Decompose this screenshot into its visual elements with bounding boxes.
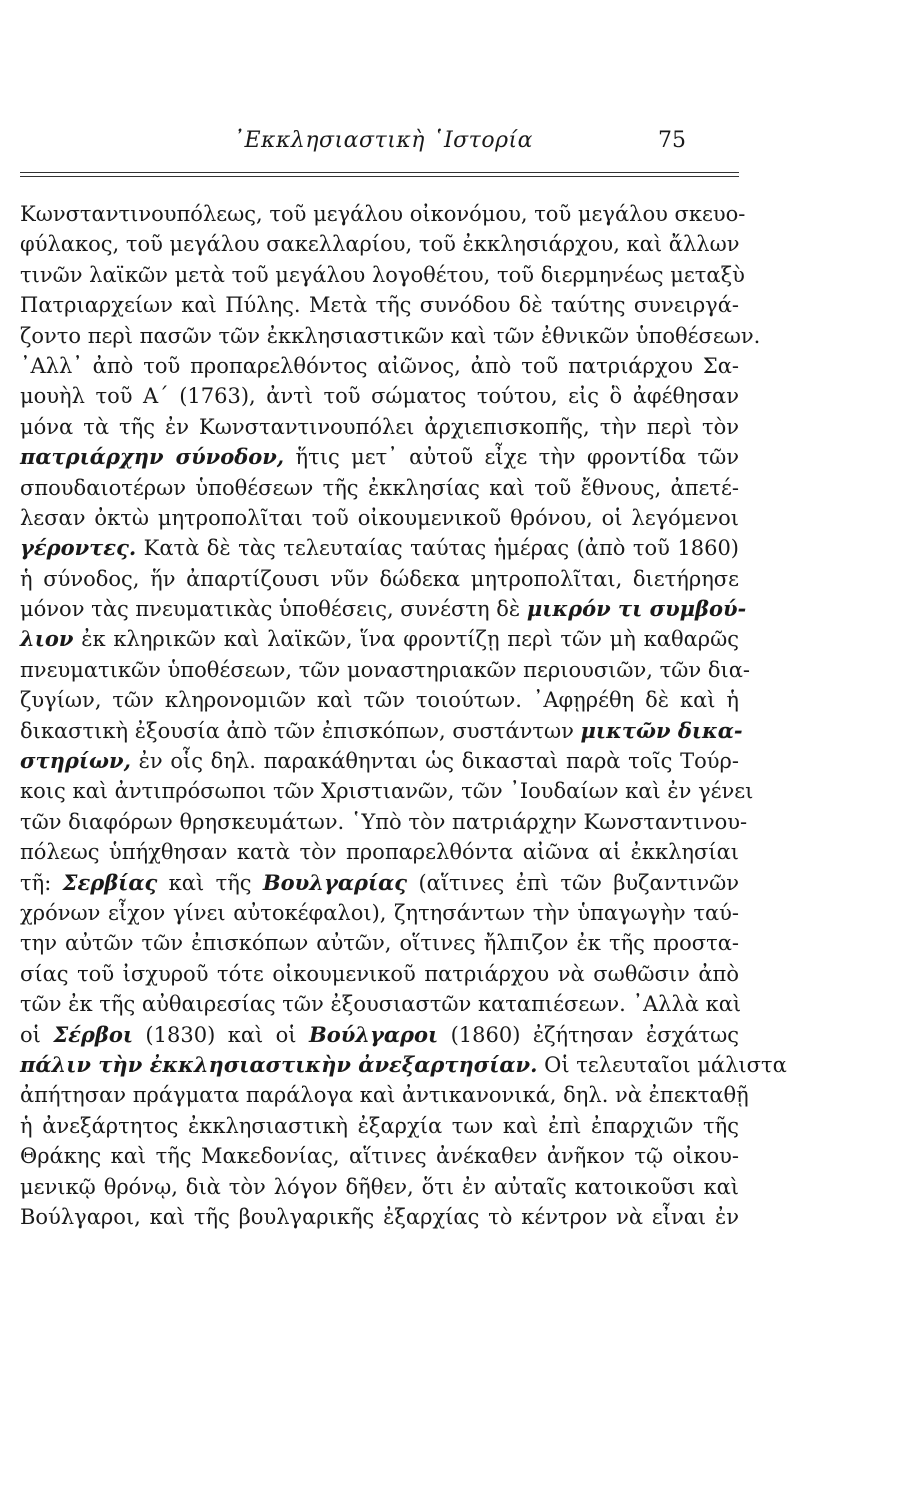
- text-line: [20, 1080, 749, 1110]
- text-line: [20, 290, 739, 320]
- text-segment: τινῶν λαϊκῶν μετὰ τοῦ μεγάλου λογοθέτου, τοῦ διερμηνέως μεταξὺ: [20, 262, 745, 287]
- emphasized-text: λιον: [20, 626, 74, 652]
- emphasized-text: μικρόν τι συμβού-: [526, 596, 747, 622]
- running-head: [0, 128, 917, 164]
- text-line: [20, 624, 739, 654]
- text-line: [20, 381, 739, 411]
- text-line: [20, 1141, 739, 1171]
- text-line: [20, 928, 739, 958]
- text-segment: Οἱ τελευταῖοι μάλιστα: [537, 1052, 787, 1077]
- text-line: [20, 564, 739, 594]
- body-text: [20, 199, 787, 1232]
- text-segment: (1860) ἐζήτησαν ἐσχάτως: [438, 1022, 739, 1047]
- text-line: [20, 260, 745, 290]
- text-segment: σπουδαιοτέρων ὑποθέσεων τῆς ἐκκλησίας καὶ τοῦ ἔθνους, ἀπετέ-: [20, 475, 739, 500]
- text-line: [20, 412, 739, 442]
- text-line: [20, 594, 747, 624]
- emphasized-text: Βουλγαρίας: [262, 869, 408, 895]
- text-line: [20, 655, 750, 685]
- text-segment: Θράκης καὶ τῆς Μακεδονίας, αἵτινες ἀνέκαθεν ἀνῆκον τῷ οἰκου-: [20, 1144, 739, 1169]
- text-segment: ἐκ κληρικῶν καὶ λαϊκῶν, ἵνα φροντίζῃ περὶ τῶν μὴ καθαρῶς: [73, 627, 739, 652]
- text-line: [20, 837, 739, 867]
- text-segment: τῆ:: [20, 870, 63, 895]
- text-segment: μόνον τὰς πνευματικὰς ὑποθέσεις, συνέστη δὲ: [20, 597, 527, 622]
- text-line: [20, 199, 746, 229]
- text-line: [20, 959, 739, 989]
- text-segment: τῶν ἐκ τῆς αὐθαιρεσίας τῶν ἐξουσιαστῶν καταπιέσεων. ᾿Αλλὰ καὶ: [20, 992, 742, 1017]
- text-segment: ἡ ἀνεξάρτητος ἐκκλησιαστικὴ ἐξαρχία των καὶ ἐπὶ ἐπαρχιῶν τῆς: [20, 1113, 739, 1138]
- text-line: [20, 989, 742, 1019]
- text-line: [20, 868, 739, 898]
- text-line: [20, 351, 739, 381]
- header-rule-top: [20, 172, 739, 173]
- text-line: [20, 1111, 739, 1141]
- text-line: [20, 685, 739, 715]
- text-segment: πόλεως ὑπήχθησαν κατὰ τὸν προπαρελθόντα αἰῶνα αἱ ἐκκλησίαι: [20, 840, 739, 865]
- text-segment: (αἵτινες ἐπὶ τῶν βυζαντινῶν: [407, 870, 739, 895]
- text-segment: ζυγίων, τῶν κληρονομιῶν καὶ τῶν τοιούτων. ᾿Αφῃρέθη δὲ καὶ ἡ: [20, 688, 739, 713]
- text-line: [20, 898, 739, 928]
- text-segment: ᾿Αλλ᾿ ἀπὸ τοῦ προπαρελθόντος αἰῶνος, ἀπὸ τοῦ πατριάρχου Σα-: [20, 353, 739, 378]
- text-segment: Κωνσταντινουπόλεως, τοῦ μεγάλου οἰκονόμου, τοῦ μεγάλου σκευο-: [20, 202, 746, 226]
- text-segment: κοις καὶ ἀντιπρόσωποι τῶν Χριστιανῶν, τῶν ᾿Ιουδαίων καὶ ἐν γένει: [20, 779, 754, 804]
- text-line: [20, 1050, 787, 1080]
- text-segment: χρόνων εἶχον γίνει αὐτοκέφαλοι), ζητησάντων τὴν ὑπαγωγὴν ταύ-: [20, 900, 739, 925]
- text-segment: λεσαν ὀκτὼ μητροπολῖται τοῦ οἰκουμενικοῦ θρόνου, οἱ λεγόμενοι: [20, 505, 739, 530]
- text-segment: (1830) καὶ οἱ: [133, 1022, 309, 1047]
- text-line: [20, 1020, 739, 1050]
- text-segment: Κατὰ δὲ τὰς τελευταίας ταύτας ἡμέρας (ἀπὸ τοῦ 1860): [136, 536, 739, 561]
- text-segment: σίας τοῦ ἰσχυροῦ τότε οἰκουμενικοῦ πατριάρχου νὰ σωθῶσιν ἀπὸ: [20, 961, 739, 986]
- emphasized-text: στηρίων,: [20, 748, 131, 774]
- text-segment: ἡ σύνοδος, ἥν ἀπαρτίζουσι νῦν δώδεκα μητροπολῖται, διετήρησε: [20, 566, 739, 591]
- emphasized-text: μικτῶν δικα-: [580, 717, 743, 743]
- text-line: [20, 807, 748, 837]
- emphasized-text: πατριάρχην σύνοδον,: [20, 444, 285, 470]
- text-segment: οἱ: [20, 1022, 54, 1047]
- text-segment: δικαστικὴ ἐξουσία ἀπὸ τῶν ἐπισκόπων, συστάντων: [20, 718, 581, 743]
- emphasized-text: γέροντες.: [20, 535, 137, 561]
- text-segment: μενικῷ θρόνῳ, διὰ τὸν λόγον δῆθεν, ὅτι ἐν αὐταῖς κατοικοῦσι καὶ: [20, 1174, 739, 1199]
- page-number: 75: [658, 128, 686, 153]
- text-segment: μόνα τὰ τῆς ἐν Κωνσταντινουπόλει ἀρχιεπισκοπῆς, τὴν περὶ τὸν: [20, 414, 739, 439]
- text-line: [20, 746, 739, 776]
- emphasized-text: πάλιν τὴν ἐκκλησιαστικὴν ἀνεξαρτησίαν.: [20, 1051, 538, 1077]
- text-segment: ἀπήτησαν πράγματα παράλογα καὶ ἀντικανονικά, δηλ. νὰ ἐπεκταθῇ: [20, 1083, 749, 1108]
- text-line: [20, 503, 739, 533]
- text-segment: μουὴλ τοῦ Α΄ (1763), ἀντὶ τοῦ σώματος τούτου, εἰς ὃ ἀφέθησαν: [20, 384, 739, 409]
- text-segment: Πατριαρχείων καὶ Πύλης. Μετὰ τῆς συνόδου δὲ ταύτης συνειργά-: [20, 293, 739, 318]
- text-segment: πνευματικῶν ὑποθέσεων, τῶν μοναστηριακῶν περιουσιῶν, τῶν δια-: [20, 657, 750, 682]
- text-segment: την αὐτῶν τῶν ἐπισκόπων αὐτῶν, οἵτινες ἤλπιζον ἐκ τῆς προστα-: [20, 931, 739, 956]
- text-line: [20, 442, 739, 472]
- emphasized-text: Σερβίας: [62, 869, 158, 895]
- text-line: [20, 716, 743, 746]
- text-line: [20, 1172, 739, 1202]
- text-segment: τῶν διαφόρων θρησκευμάτων. ῾Υπὸ τὸν πατριάρχην Κωνσταντινου-: [20, 809, 748, 834]
- emphasized-text: Σέρβοι: [53, 1021, 134, 1047]
- text-line: [20, 321, 761, 351]
- text-line: [20, 1202, 739, 1232]
- text-segment: ἐν οἷς δηλ. παρακάθηνται ὡς δικασταὶ παρὰ τοῖς Τούρ-: [130, 749, 739, 774]
- running-title: ᾿Εκκλησιαστικὴ ῾Ιστορία: [233, 128, 533, 153]
- text-line: [20, 776, 754, 806]
- text-line: [20, 533, 739, 563]
- header-rule-bottom: [20, 176, 739, 177]
- text-segment: φύλακος, τοῦ μεγάλου σακελλαρίου, τοῦ ἐκκλησιάρχου, καὶ ἄλλων: [20, 232, 740, 257]
- text-segment: καὶ τῆς: [157, 870, 263, 895]
- text-segment: ἥτις μετ᾿ αὐτοῦ εἶχε τὴν φροντίδα τῶν: [284, 445, 739, 470]
- text-line: [20, 229, 739, 259]
- text-segment: ζοντο περὶ πασῶν τῶν ἐκκλησιαστικῶν καὶ τῶν ἐθνικῶν ὑποθέσεων.: [20, 323, 761, 348]
- text-line: [20, 473, 739, 503]
- emphasized-text: Βούλγαροι: [308, 1021, 439, 1047]
- text-segment: Βούλγαροι, καὶ τῆς βουλγαρικῆς ἐξαρχίας τὸ κέντρον νὰ εἶναι ἐν: [20, 1204, 739, 1229]
